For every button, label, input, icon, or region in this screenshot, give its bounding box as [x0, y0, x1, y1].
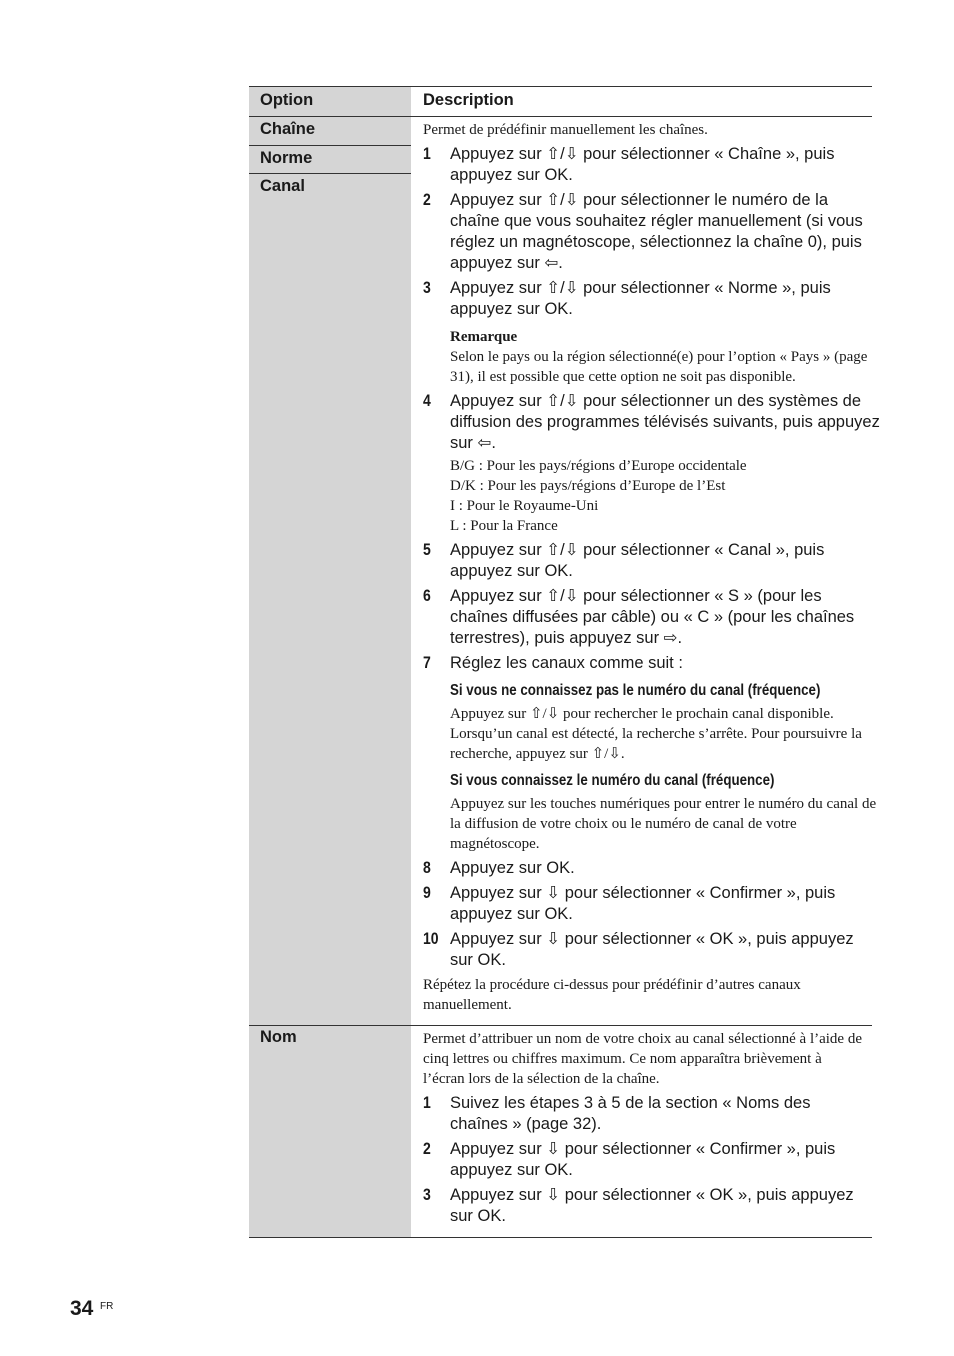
nom-intro: Permet d’attribuer un nom de votre choix au canal sélectionné à l’aide de cinq lettres ou chiffres maximum. Ce nom apparaîtra brièvement à l’écran lors de la sélection de la chaîne.	[423, 1031, 862, 1087]
list-item: I : Pour le Royaume-Uni	[450, 498, 599, 514]
option-cell	[249, 117, 411, 1025]
description-cell	[411, 1026, 872, 1237]
step: 2 Appuyez sur ⇩ pour sélectionner « Confirmer », puis appuyez sur OK.	[423, 1140, 836, 1179]
chaine-intro: Permet de prédéfinir manuellement les chaînes.	[423, 122, 708, 138]
table-row	[249, 1025, 872, 1237]
step: 7 Réglez les canaux comme suit :	[423, 654, 683, 672]
step: 9 Appuyez sur ⇩ pour sélectionner « Confirmer », puis appuyez sur OK.	[423, 884, 836, 923]
step: 1 Appuyez sur ⇧/⇩ pour sélectionner « Chaîne », puis appuyez sur OK.	[423, 145, 835, 184]
header-option: Option	[249, 87, 411, 116]
step: 2 Appuyez sur ⇧/⇩ pour sélectionner le numéro de la chaîne que vous souhaitez régler manuellement (si vous réglez un magnétoscope, sélectionnez la chaîne 0), puis appuyez sur ⇦.	[423, 191, 863, 272]
note-title: Remarque	[450, 329, 518, 345]
step: 4 Appuyez sur ⇧/⇩ pour sélectionner un des systèmes de diffusion des programmes télévisés suivants, puis appuyez sur ⇦.	[423, 392, 880, 452]
note-text: Selon le pays ou la région sélectionné(e) pour l’option « Pays » (page 31), il est possible que cette option ne soit pas disponible.	[450, 349, 868, 385]
table-header	[249, 87, 872, 117]
page-language: FR	[100, 1301, 114, 1312]
step: 10 Appuyez sur ⇩ pour sélectionner « OK », puis appuyez sur OK.	[423, 930, 854, 969]
options-table	[249, 86, 880, 1238]
step: 5 Appuyez sur ⇧/⇩ pour sélectionner « Canal », puis appuyez sur OK.	[423, 541, 825, 580]
option-cell	[249, 1026, 411, 1237]
subsection-unknown	[450, 681, 881, 854]
step: 6 Appuyez sur ⇧/⇩ pour sélectionner « S » (pour les chaînes diffusées par câble) ou « C » (pour les chaînes terrestres), puis appuyez sur ⇨.	[423, 587, 855, 647]
option-norme: Norme	[249, 146, 411, 174]
option-chaine: Chaîne	[249, 117, 411, 146]
list-item: D/K : Pour les pays/régions d’Europe de l’Est	[450, 478, 726, 494]
page-number: 34	[70, 1297, 94, 1320]
step: 3 Appuyez sur ⇩ pour sélectionner « OK », puis appuyez sur OK.	[423, 1186, 854, 1225]
note	[450, 327, 881, 387]
header-description: Description	[411, 87, 872, 116]
table-row	[249, 117, 880, 1025]
subtext-unknown: Appuyez sur ⇧/⇩ pour rechercher le prochain canal disponible. Lorsqu’un canal est détecté, la recherche s’arrête. Pour poursuivre la recherche, appuyez sur ⇧/⇩.	[450, 706, 862, 762]
subhead-known: Si vous connaissez le numéro du canal (fréquence)	[450, 772, 775, 789]
option-nom: Nom	[260, 1028, 297, 1046]
description-cell	[411, 117, 889, 1025]
subtext-known: Appuyez sur les touches numériques pour entrer le numéro du canal de la diffusion de votre choix ou le numéro de canal de votre magnétoscope.	[450, 796, 877, 852]
list-item: B/G : Pour les pays/régions d’Europe occidentale	[450, 458, 747, 474]
list-item: L : Pour la France	[450, 518, 558, 534]
step: 1 Suivez les étapes 3 à 5 de la section « Noms des chaînes » (page 32).	[423, 1094, 811, 1133]
chaine-outro: Répétez la procédure ci-dessus pour prédéfinir d’autres canaux manuellement.	[423, 977, 801, 1013]
subhead-unknown: Si vous ne connaissez pas le numéro du canal (fréquence)	[450, 682, 821, 699]
step: 8 Appuyez sur OK.	[423, 859, 575, 877]
systems-list	[450, 456, 881, 536]
option-canal: Canal	[260, 177, 305, 195]
step: 3 Appuyez sur ⇧/⇩ pour sélectionner « Norme », puis appuyez sur OK.	[423, 279, 831, 318]
